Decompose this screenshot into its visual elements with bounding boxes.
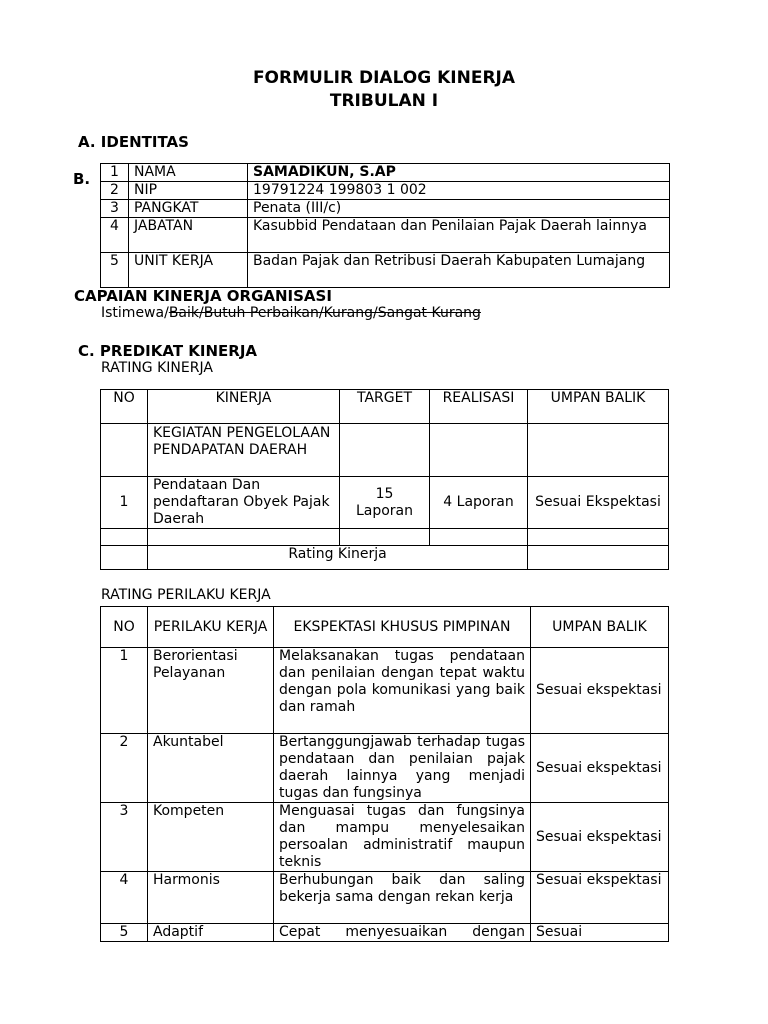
perilaku-row xyxy=(101,924,669,942)
kinerja-text: Pendataan Dan pendaftaran Obyek Pajak Daerah xyxy=(148,477,340,529)
perilaku-name: Akuntabel xyxy=(148,734,274,803)
row-number: 5 xyxy=(101,924,148,942)
kinerja-table xyxy=(100,389,669,570)
field-value: Badan Pajak dan Retribusi Daerah Kabupaten Lumajang xyxy=(248,253,670,288)
umpan-balik-text: Sesuai ekspektasi xyxy=(531,803,669,872)
rating-perilaku-label: RATING PERILAKU KERJA xyxy=(101,587,271,603)
identity-row xyxy=(101,253,670,288)
header-umpan-balik: UMPAN BALIK xyxy=(528,390,669,424)
umpan-balik-text: Sesuai ekspektasi xyxy=(531,734,669,803)
ekspektasi-text: Cepat menyesuaikan dengan xyxy=(274,924,531,942)
perilaku-name: Berorientasi Pelayanan xyxy=(148,648,274,734)
field-label: JABATAN xyxy=(129,218,248,253)
field-value: SAMADIKUN, S.AP xyxy=(248,164,670,182)
header-ekspektasi: EKSPEKTASI KHUSUS PIMPINAN xyxy=(274,607,531,648)
umpan-balik-text: Sesuai ekspektasi xyxy=(531,648,669,734)
row-number: 1 xyxy=(101,648,148,734)
capaian-struck-options: Baik/Butuh Perbaikan/Kurang/Sangat Kurang xyxy=(168,305,481,321)
section-a-heading: A. IDENTITAS xyxy=(78,133,189,151)
field-label: NAMA xyxy=(129,164,248,182)
field-label: NIP xyxy=(129,182,248,200)
form-title: FORMULIR DIALOG KINERJA xyxy=(252,68,516,88)
perilaku-name: Kompeten xyxy=(148,803,274,872)
capaian-selected: Istimewa/ xyxy=(101,305,169,321)
row-number: 3 xyxy=(101,200,129,218)
kinerja-empty-row xyxy=(101,529,669,546)
umpan-balik-value: Sesuai Ekspektasi xyxy=(528,477,669,529)
perilaku-row xyxy=(101,648,669,734)
header-realisasi: REALISASI xyxy=(430,390,528,424)
umpan-balik-text: Sesuai xyxy=(531,924,669,942)
capaian-heading: CAPAIAN KINERJA ORGANISASI xyxy=(74,287,332,305)
kinerja-row xyxy=(101,477,669,529)
row-number: 1 xyxy=(101,164,129,182)
field-label: UNIT KERJA xyxy=(129,253,248,288)
section-c-heading: C. PREDIKAT KINERJA xyxy=(78,342,258,360)
row-number: 1 xyxy=(101,477,148,529)
rating-kinerja-cell: Rating Kinerja xyxy=(148,546,528,570)
target-value: 15 Laporan xyxy=(340,477,430,529)
perilaku-header-row xyxy=(101,607,669,648)
row-number: 4 xyxy=(101,872,148,924)
perilaku-name: Adaptif xyxy=(148,924,274,942)
row-number: 2 xyxy=(101,182,129,200)
ekspektasi-text: Melaksanakan tugas pendataan dan penilaian dengan tepat waktu dengan pola komunikasi yang baik dan ramah xyxy=(274,648,531,734)
identity-row xyxy=(101,218,670,253)
header-target: TARGET xyxy=(340,390,430,424)
kinerja-header-row xyxy=(101,390,669,424)
identity-row xyxy=(101,182,670,200)
perilaku-row xyxy=(101,734,669,803)
perilaku-name: Harmonis xyxy=(148,872,274,924)
form-subtitle: TRIBULAN I xyxy=(329,91,439,111)
perilaku-table xyxy=(100,606,669,942)
realisasi-value: 4 Laporan xyxy=(430,477,528,529)
ekspektasi-text: Berhubungan baik dan saling bekerja sama dengan rekan kerja xyxy=(274,872,531,924)
umpan-balik-text: Sesuai ekspektasi xyxy=(531,872,669,924)
group-label: KEGIATAN PENGELOLAAN PENDAPATAN DAERAH xyxy=(148,424,340,477)
header-no: NO xyxy=(101,607,148,648)
perilaku-row xyxy=(101,803,669,872)
header-no: NO xyxy=(101,390,148,424)
ekspektasi-text: Menguasai tugas dan fungsinya dan mampu menyelesaikan persoalan administratif maupun teknis xyxy=(274,803,531,872)
field-value: Penata (III/c) xyxy=(248,200,670,218)
header-perilaku: PERILAKU KERJA xyxy=(148,607,274,648)
kinerja-footer-row xyxy=(101,546,669,570)
identity-row xyxy=(101,164,670,182)
field-label: PANGKAT xyxy=(129,200,248,218)
row-number: 3 xyxy=(101,803,148,872)
identity-table xyxy=(100,163,670,288)
header-kinerja: KINERJA xyxy=(148,390,340,424)
rating-kinerja-label: RATING KINERJA xyxy=(101,360,213,376)
kinerja-group-row xyxy=(101,424,669,477)
row-number: 4 xyxy=(101,218,129,253)
perilaku-row xyxy=(101,872,669,924)
field-value: 19791224 199803 1 002 xyxy=(248,182,670,200)
row-number: 5 xyxy=(101,253,129,288)
ekspektasi-text: Bertanggungjawab terhadap tugas pendataan dan penilaian pajak daerah lainnya yang menjadi tugas dan fungsinya xyxy=(274,734,531,803)
section-b-letter: B. xyxy=(73,170,91,188)
identity-row xyxy=(101,200,670,218)
row-number: 2 xyxy=(101,734,148,803)
field-value: Kasubbid Pendataan dan Penilaian Pajak Daerah lainnya xyxy=(248,218,670,253)
capaian-options xyxy=(101,305,481,321)
header-umpan-balik: UMPAN BALIK xyxy=(531,607,669,648)
